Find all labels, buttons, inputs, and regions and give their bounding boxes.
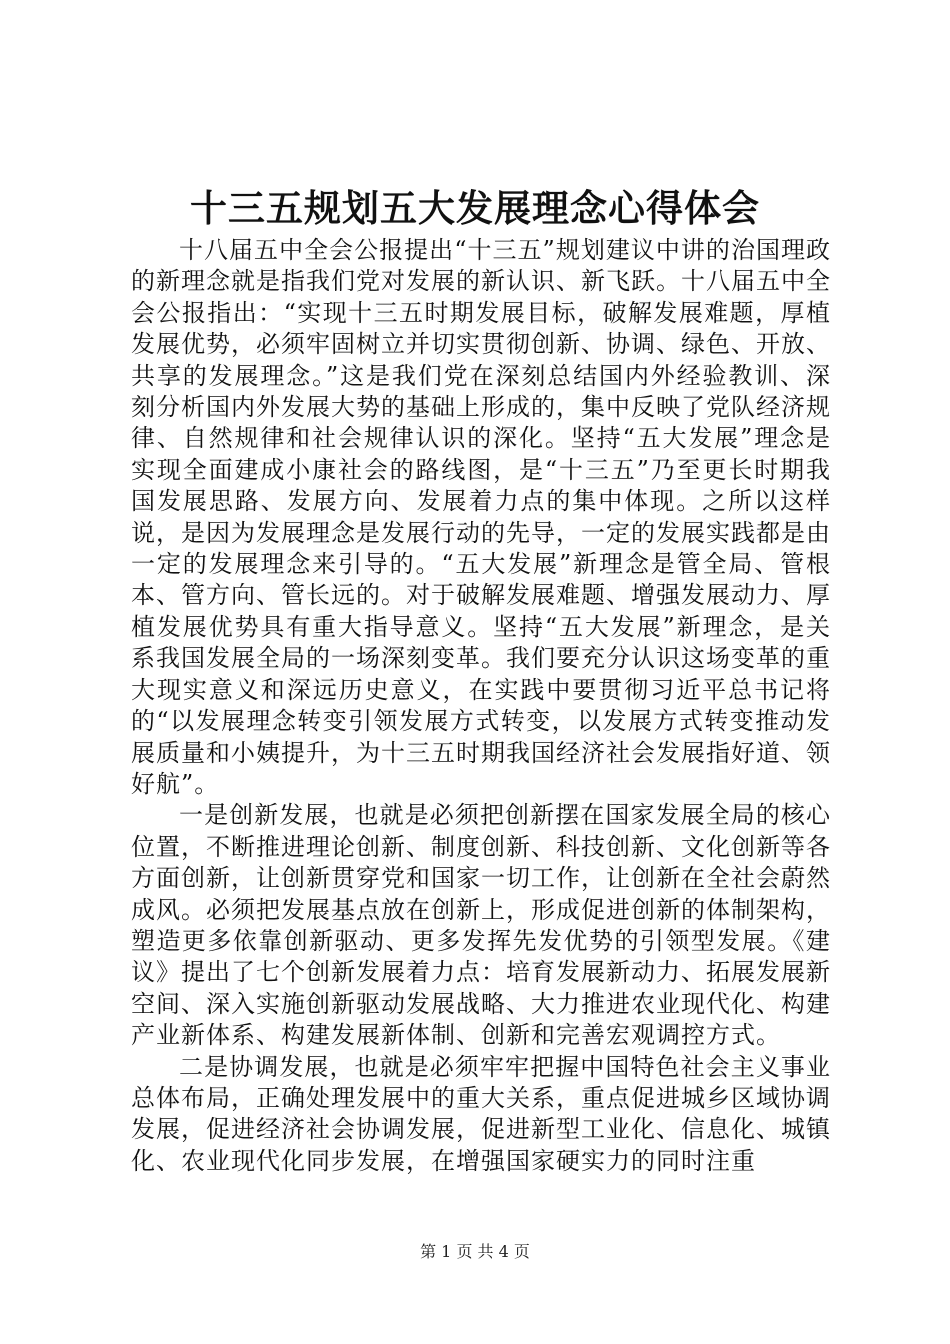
document-body — [131, 235, 831, 1177]
paragraph-innovation: 一是创新发展，也就是必须把创新摆在国家发展全局的核心位置，不断推进理论创新、制度创新、科技创新、文化创新等各方面创新，让创新贯穿党和国家一切工作，让创新在全社会蔚然成风。必须把发展基点放在创新上，形成促进创新的体制架构，塑造更多依靠创新驱动、更多发挥先发优势的引领型发展。《建议》提出了七个创新发展着力点：培育发展新动力、拓展发展新空间、深入实施创新驱动发展战略、大力推进农业现代化、构建产业新体系、构建发展新体制、创新和完善宏观调控方式。 — [131, 801, 831, 1050]
paragraph-intro: 十八届五中全会公报提出“十三五”规划建议中讲的治国理政的新理念就是指我们党对发展的新认识、新飞跃。十八届五中全会公报指出：“实现十三五时期发展目标，破解发展难题，厚植发展优势，必须牢固树立并切实贯彻创新、协调、绿色、开放、共享的发展理念。”这是我们党在深刻总结国内外经验教训、深刻分析国内外发展大势的基础上形成的，集中反映了党队经济规律、自然规律和社会规律认识的深化。坚持“五大发展”理念是实现全面建成小康社会的路线图，是“十三五”乃至更长时期我国发展思路、发展方向、发展着力点的集中体现。之所以这样说，是因为发展理念是发展行动的先导，一定的发展实践都是由一定的发展理念来引导的。“五大发展”新理念是管全局、管根本、管方向、管长远的。对于破解发展难题、增强发展动力、厚植发展优势具有重大指导意义。坚持“五大发展”新理念，是关系我国发展全局的一场深刻变革。我们要充分认识这场变革的重大现实意义和深远历史意义，在实践中要贯彻习近平总书记将的“以发展理念转变引领发展方式转变，以发展方式转变推动发展质量和小姨提升，为十三五时期我国经济社会发展指好道、领好航”。 — [131, 236, 831, 798]
page-number-footer: 第 1 页 共 4 页 — [420, 1242, 530, 1261]
document-title: 十三五规划五大发展理念心得体会 — [190, 186, 760, 230]
paragraph-coordination: 二是协调发展，也就是必须牢牢把握中国特色社会主义事业总体布局，正确处理发展中的重大关系，重点促进城乡区域协调发展，促进经济社会协调发展，促进新型工业化、信息化、城镇化、农业现代化同步发展，在增强国家硬实力的同时注重 — [131, 1052, 831, 1175]
